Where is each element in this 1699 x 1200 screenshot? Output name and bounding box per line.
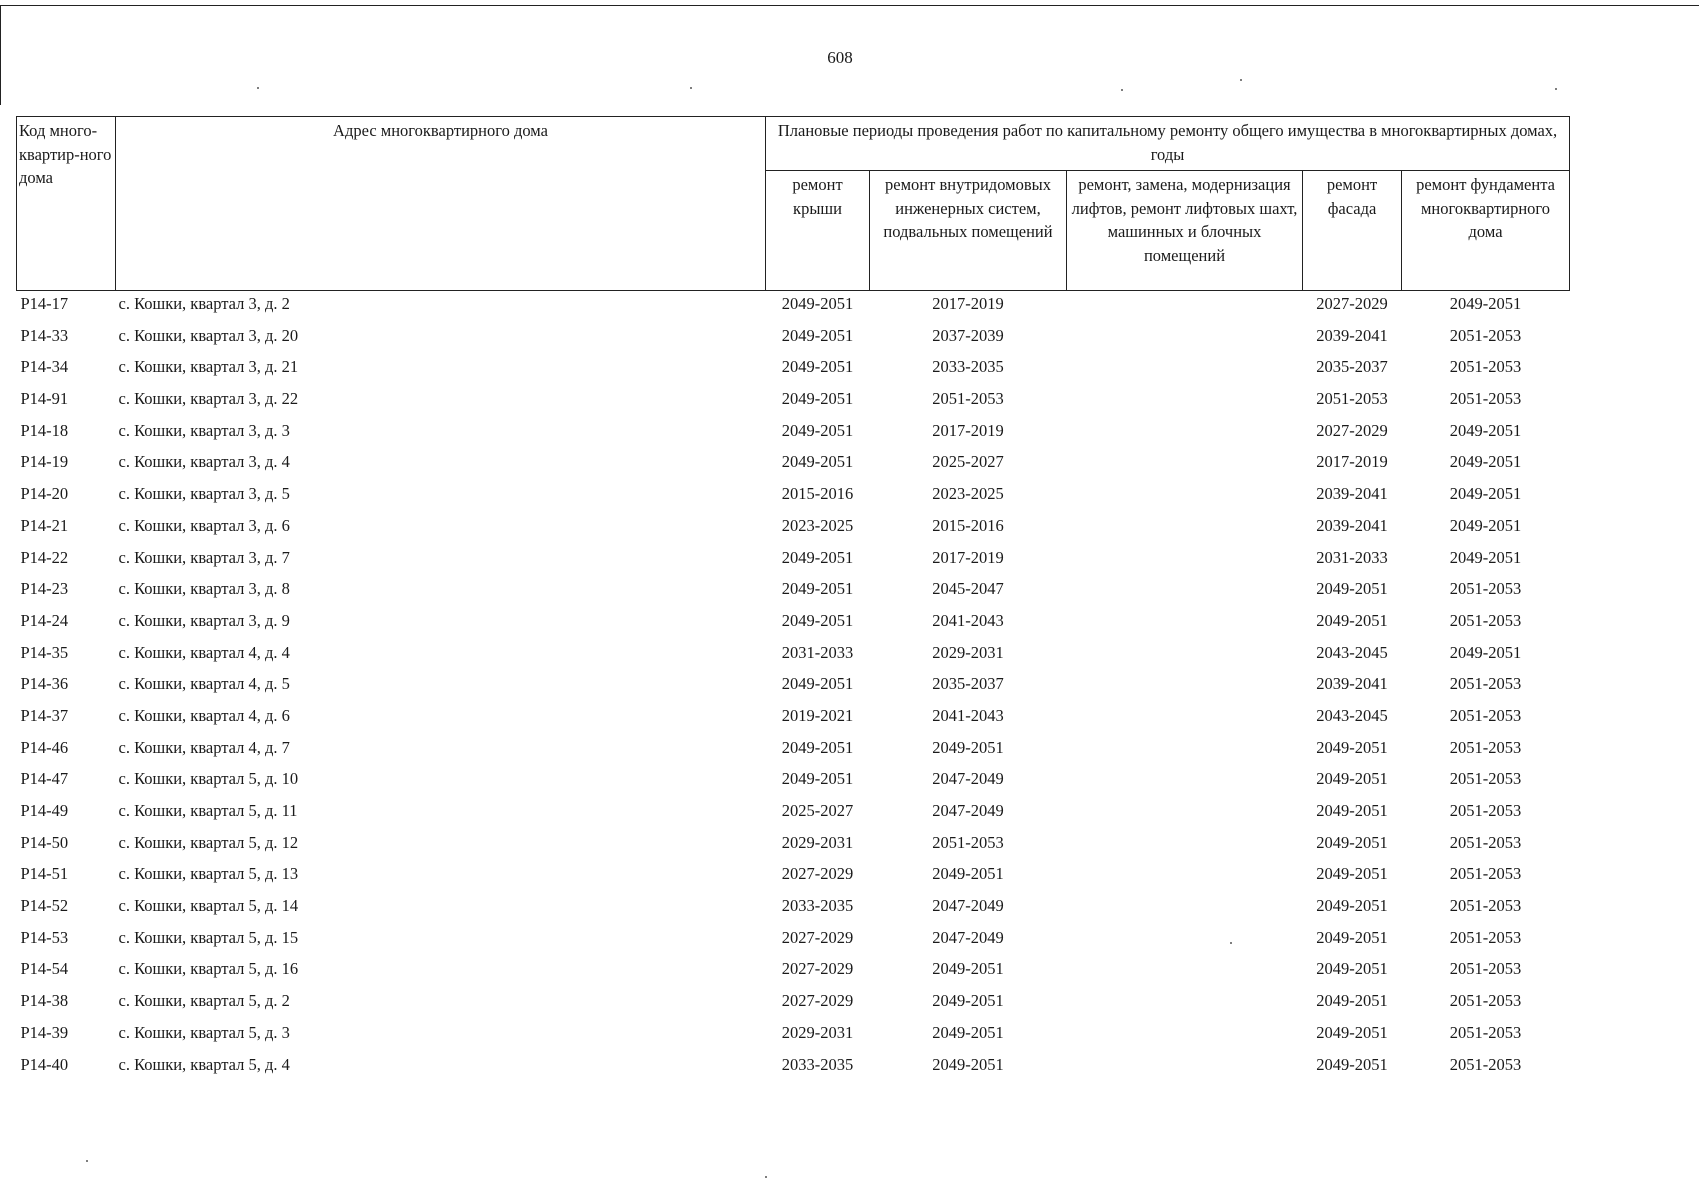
cell-address: с. Кошки, квартал 3, д. 2 [118, 294, 290, 313]
table-row [17, 735, 1570, 767]
header-lift: ремонт, замена, модернизация лифтов, ремонт лифтовых шахт, машинных и блочных помещений [1067, 171, 1303, 291]
cell-foundation: 2049-2051 [1449, 547, 1522, 567]
cell-facade: 2049-2051 [1316, 737, 1388, 757]
cell-facade: 2017-2019 [1316, 452, 1388, 472]
cell-engineering: 2049-2051 [932, 991, 1004, 1011]
cell-lift [1067, 640, 1303, 672]
cell-address: с. Кошки, квартал 5, д. 2 [118, 991, 290, 1011]
cell-lift [1067, 861, 1303, 893]
cell-address: с. Кошки, квартал 5, д. 16 [118, 959, 299, 979]
table-row [17, 830, 1570, 862]
cell-roof: 2023-2025 [781, 515, 854, 535]
cell-engineering: 2045-2047 [932, 579, 1004, 599]
header-facade: ремонт фасада [1303, 171, 1402, 291]
cell-foundation: 2051-2053 [1449, 959, 1522, 979]
cell-lift [1067, 988, 1303, 1020]
cell-facade: 2051-2053 [1316, 389, 1388, 409]
cell-facade: 2049-2051 [1316, 610, 1388, 630]
cell-foundation: 2051-2053 [1449, 610, 1522, 630]
cell-facade: 2039-2041 [1316, 515, 1388, 535]
cell-lift [1067, 735, 1303, 767]
cell-roof: 2049-2051 [781, 737, 854, 757]
cell-address: с. Кошки, квартал 5, д. 14 [118, 896, 299, 916]
cell-engineering: 2047-2049 [932, 769, 1004, 789]
cell-lift [1067, 925, 1303, 957]
cell-roof: 2031-2033 [781, 642, 854, 662]
cell-lift [1067, 323, 1303, 355]
header-code: Код много-квартир-ного дома [17, 117, 116, 291]
cell-address: с. Кошки, квартал 5, д. 12 [118, 832, 299, 852]
cell-engineering: 2017-2019 [932, 294, 1004, 313]
cell-code: P14-19 [20, 452, 69, 472]
table-row [17, 925, 1570, 957]
cell-lift [1067, 830, 1303, 862]
cell-foundation: 2051-2053 [1449, 801, 1522, 820]
cell-roof: 2027-2029 [781, 864, 854, 884]
cell-address: с. Кошки, квартал 4, д. 6 [118, 705, 290, 725]
cell-address: с. Кошки, квартал 3, д. 4 [118, 452, 290, 472]
table-row [17, 671, 1570, 703]
cell-facade: 2043-2045 [1316, 705, 1388, 725]
cell-roof: 2049-2051 [781, 769, 854, 789]
cell-address: с. Кошки, квартал 3, д. 21 [118, 357, 299, 377]
cell-engineering: 2047-2049 [932, 896, 1004, 916]
capital-repair-table [16, 116, 1570, 1083]
cell-roof: 2049-2051 [781, 547, 854, 567]
table-row [17, 449, 1570, 481]
cell-address: с. Кошки, квартал 3, д. 20 [118, 325, 299, 345]
cell-address: с. Кошки, квартал 4, д. 5 [118, 674, 290, 694]
page-frame-top [0, 5, 1699, 6]
cell-facade: 2039-2041 [1316, 484, 1388, 504]
cell-engineering: 2049-2051 [932, 959, 1004, 979]
cell-address: с. Кошки, квартал 3, д. 22 [118, 389, 299, 409]
cell-facade: 2049-2051 [1316, 896, 1388, 916]
cell-foundation: 2049-2051 [1449, 484, 1522, 504]
scan-speck [690, 87, 692, 89]
cell-foundation: 2051-2053 [1449, 896, 1522, 916]
cell-address: с. Кошки, квартал 5, д. 15 [118, 927, 299, 947]
cell-code: P14-53 [20, 927, 69, 947]
cell-roof: 2019-2021 [781, 705, 854, 725]
cell-code: P14-22 [20, 547, 69, 567]
cell-facade: 2049-2051 [1316, 801, 1388, 820]
table-row [17, 861, 1570, 893]
cell-engineering: 2047-2049 [932, 927, 1004, 947]
cell-code: P14-91 [20, 389, 69, 409]
cell-code: P14-24 [20, 610, 69, 630]
header-roof: ремонт крыши [766, 171, 870, 291]
cell-address: с. Кошки, квартал 3, д. 7 [118, 547, 290, 567]
cell-lift [1067, 1020, 1303, 1052]
table-row [17, 323, 1570, 355]
cell-lift [1067, 386, 1303, 418]
cell-address: с. Кошки, квартал 5, д. 4 [118, 1054, 290, 1074]
table-row [17, 893, 1570, 925]
cell-lift [1067, 291, 1303, 323]
cell-engineering: 2041-2043 [932, 705, 1004, 725]
table-row [17, 513, 1570, 545]
cell-facade: 2049-2051 [1316, 1022, 1388, 1042]
cell-facade: 2049-2051 [1316, 991, 1388, 1011]
cell-address: с. Кошки, квартал 4, д. 4 [118, 642, 290, 662]
cell-engineering: 2049-2051 [932, 1054, 1004, 1074]
table-row [17, 988, 1570, 1020]
cell-facade: 2035-2037 [1316, 357, 1388, 377]
cell-roof: 2049-2051 [781, 610, 854, 630]
cell-lift [1067, 513, 1303, 545]
cell-code: P14-38 [20, 991, 69, 1011]
cell-foundation: 2051-2053 [1449, 1022, 1522, 1042]
cell-facade: 2049-2051 [1316, 579, 1388, 599]
scan-speck [1121, 89, 1123, 91]
cell-foundation: 2049-2051 [1449, 642, 1522, 662]
table-row [17, 481, 1570, 513]
cell-roof: 2033-2035 [781, 896, 854, 916]
cell-code: P14-36 [20, 674, 69, 694]
cell-lift [1067, 449, 1303, 481]
cell-lift [1067, 956, 1303, 988]
cell-roof: 2033-2035 [781, 1054, 854, 1074]
cell-facade: 2049-2051 [1316, 959, 1388, 979]
cell-roof: 2029-2031 [781, 1022, 854, 1042]
cell-facade: 2043-2045 [1316, 642, 1388, 662]
cell-foundation: 2051-2053 [1449, 927, 1522, 947]
cell-address: с. Кошки, квартал 5, д. 11 [118, 801, 298, 820]
cell-engineering: 2047-2049 [932, 801, 1004, 820]
cell-code: P14-35 [20, 642, 69, 662]
cell-code: P14-34 [20, 357, 69, 377]
cell-engineering: 2051-2053 [932, 389, 1004, 409]
cell-code: P14-50 [20, 832, 69, 852]
cell-code: P14-54 [20, 959, 69, 979]
table-row [17, 956, 1570, 988]
cell-engineering: 2049-2051 [932, 737, 1004, 757]
cell-foundation: 2049-2051 [1449, 294, 1522, 313]
cell-foundation: 2051-2053 [1449, 991, 1522, 1011]
cell-address: с. Кошки, квартал 3, д. 8 [118, 579, 290, 599]
cell-roof: 2027-2029 [781, 927, 854, 947]
cell-roof: 2015-2016 [781, 484, 854, 504]
cell-lift [1067, 481, 1303, 513]
cell-engineering: 2017-2019 [932, 547, 1004, 567]
cell-roof: 2049-2051 [781, 325, 854, 345]
table-row [17, 576, 1570, 608]
cell-roof: 2049-2051 [781, 420, 854, 440]
cell-engineering: 2015-2016 [932, 515, 1004, 535]
scan-speck [1555, 88, 1557, 90]
cell-roof: 2027-2029 [781, 991, 854, 1011]
cell-facade: 2027-2029 [1316, 294, 1388, 313]
cell-code: P14-39 [20, 1022, 69, 1042]
cell-engineering: 2023-2025 [932, 484, 1004, 504]
cell-foundation: 2051-2053 [1449, 579, 1522, 599]
cell-facade: 2027-2029 [1316, 420, 1388, 440]
cell-code: P14-40 [20, 1054, 69, 1074]
cell-lift [1067, 703, 1303, 735]
cell-foundation: 2051-2053 [1449, 769, 1522, 789]
scan-speck [1240, 79, 1242, 81]
cell-facade: 2049-2051 [1316, 864, 1388, 884]
cell-foundation: 2051-2053 [1449, 325, 1522, 345]
scan-speck [257, 87, 259, 89]
cell-address: с. Кошки, квартал 3, д. 5 [118, 484, 290, 504]
cell-address: с. Кошки, квартал 3, д. 6 [118, 515, 290, 535]
cell-roof: 2049-2051 [781, 452, 854, 472]
cell-code: P14-18 [20, 420, 69, 440]
cell-code: P14-33 [20, 325, 69, 345]
cell-code: P14-21 [20, 515, 69, 535]
cell-code: P14-20 [20, 484, 69, 504]
scan-speck [1230, 942, 1232, 944]
cell-engineering: 2041-2043 [932, 610, 1004, 630]
table-row [17, 703, 1570, 735]
cell-facade: 2039-2041 [1316, 674, 1388, 694]
cell-facade: 2031-2033 [1316, 547, 1388, 567]
table-row [17, 418, 1570, 450]
cell-roof: 2029-2031 [781, 832, 854, 852]
cell-facade: 2049-2051 [1316, 927, 1388, 947]
cell-foundation: 2051-2053 [1449, 1054, 1522, 1074]
scan-speck [86, 1160, 88, 1162]
table-row [17, 545, 1570, 577]
cell-code: P14-47 [20, 769, 69, 789]
cell-engineering: 2025-2027 [932, 452, 1004, 472]
cell-roof: 2049-2051 [781, 674, 854, 694]
cell-code: P14-51 [20, 864, 69, 884]
table-row [17, 1052, 1570, 1084]
cell-lift [1067, 798, 1303, 830]
cell-lift [1067, 545, 1303, 577]
cell-foundation: 2051-2053 [1449, 832, 1522, 852]
cell-facade: 2039-2041 [1316, 325, 1388, 345]
cell-lift [1067, 893, 1303, 925]
cell-foundation: 2049-2051 [1449, 420, 1522, 440]
cell-code: P14-17 [20, 294, 69, 313]
cell-code: P14-52 [20, 896, 69, 916]
cell-lift [1067, 608, 1303, 640]
cell-lift [1067, 671, 1303, 703]
cell-roof: 2049-2051 [781, 357, 854, 377]
table-row [17, 354, 1570, 386]
cell-foundation: 2051-2053 [1449, 705, 1522, 725]
cell-facade: 2049-2051 [1316, 769, 1388, 789]
cell-engineering: 2035-2037 [932, 674, 1004, 694]
cell-engineering: 2051-2053 [932, 832, 1004, 852]
cell-engineering: 2037-2039 [932, 325, 1004, 345]
header-engineering: ремонт внутридомовых инженерных систем, подвальных помещений [870, 171, 1067, 291]
table-row [17, 386, 1570, 418]
scan-speck [765, 1176, 767, 1178]
cell-roof: 2049-2051 [781, 389, 854, 409]
cell-engineering: 2033-2035 [932, 357, 1004, 377]
cell-code: P14-46 [20, 737, 69, 757]
header-foundation: ремонт фундамента многоквартирного дома [1402, 171, 1570, 291]
cell-foundation: 2049-2051 [1449, 515, 1522, 535]
cell-roof: 2049-2051 [781, 579, 854, 599]
table-row [17, 798, 1570, 830]
cell-code: P14-49 [20, 801, 69, 820]
header-planned-periods: Плановые периоды проведения работ по капитальному ремонту общего имущества в многоквартирных домах, годы [766, 117, 1570, 171]
cell-foundation: 2051-2053 [1449, 389, 1522, 409]
table-row [17, 1020, 1570, 1052]
cell-facade: 2049-2051 [1316, 1054, 1388, 1074]
cell-lift [1067, 354, 1303, 386]
cell-lift [1067, 1052, 1303, 1084]
cell-engineering: 2029-2031 [932, 642, 1004, 662]
cell-lift [1067, 576, 1303, 608]
cell-address: с. Кошки, квартал 4, д. 7 [118, 737, 290, 757]
cell-roof: 2049-2051 [781, 294, 854, 313]
cell-foundation: 2051-2053 [1449, 674, 1522, 694]
cell-lift [1067, 418, 1303, 450]
header-address: Адрес многоквартирного дома [116, 117, 766, 291]
cell-address: с. Кошки, квартал 5, д. 10 [118, 769, 299, 789]
page-number: 608 [827, 48, 853, 67]
table-body [17, 291, 1570, 1084]
cell-address: с. Кошки, квартал 3, д. 3 [118, 420, 290, 440]
cell-engineering: 2049-2051 [932, 864, 1004, 884]
cell-foundation: 2051-2053 [1449, 357, 1522, 377]
table-row [17, 608, 1570, 640]
cell-engineering: 2017-2019 [932, 420, 1004, 440]
cell-roof: 2025-2027 [781, 801, 854, 820]
table-row [17, 291, 1570, 323]
cell-facade: 2049-2051 [1316, 832, 1388, 852]
cell-roof: 2027-2029 [781, 959, 854, 979]
cell-foundation: 2051-2053 [1449, 864, 1522, 884]
cell-foundation: 2051-2053 [1449, 737, 1522, 757]
cell-address: с. Кошки, квартал 5, д. 13 [118, 864, 299, 884]
table-row [17, 640, 1570, 672]
cell-lift [1067, 766, 1303, 798]
cell-code: P14-23 [20, 579, 69, 599]
cell-foundation: 2049-2051 [1449, 452, 1522, 472]
cell-address: с. Кошки, квартал 3, д. 9 [118, 610, 290, 630]
cell-address: с. Кошки, квартал 5, д. 3 [118, 1022, 290, 1042]
cell-code: P14-37 [20, 705, 69, 725]
cell-engineering: 2049-2051 [932, 1022, 1004, 1042]
table-row [17, 766, 1570, 798]
